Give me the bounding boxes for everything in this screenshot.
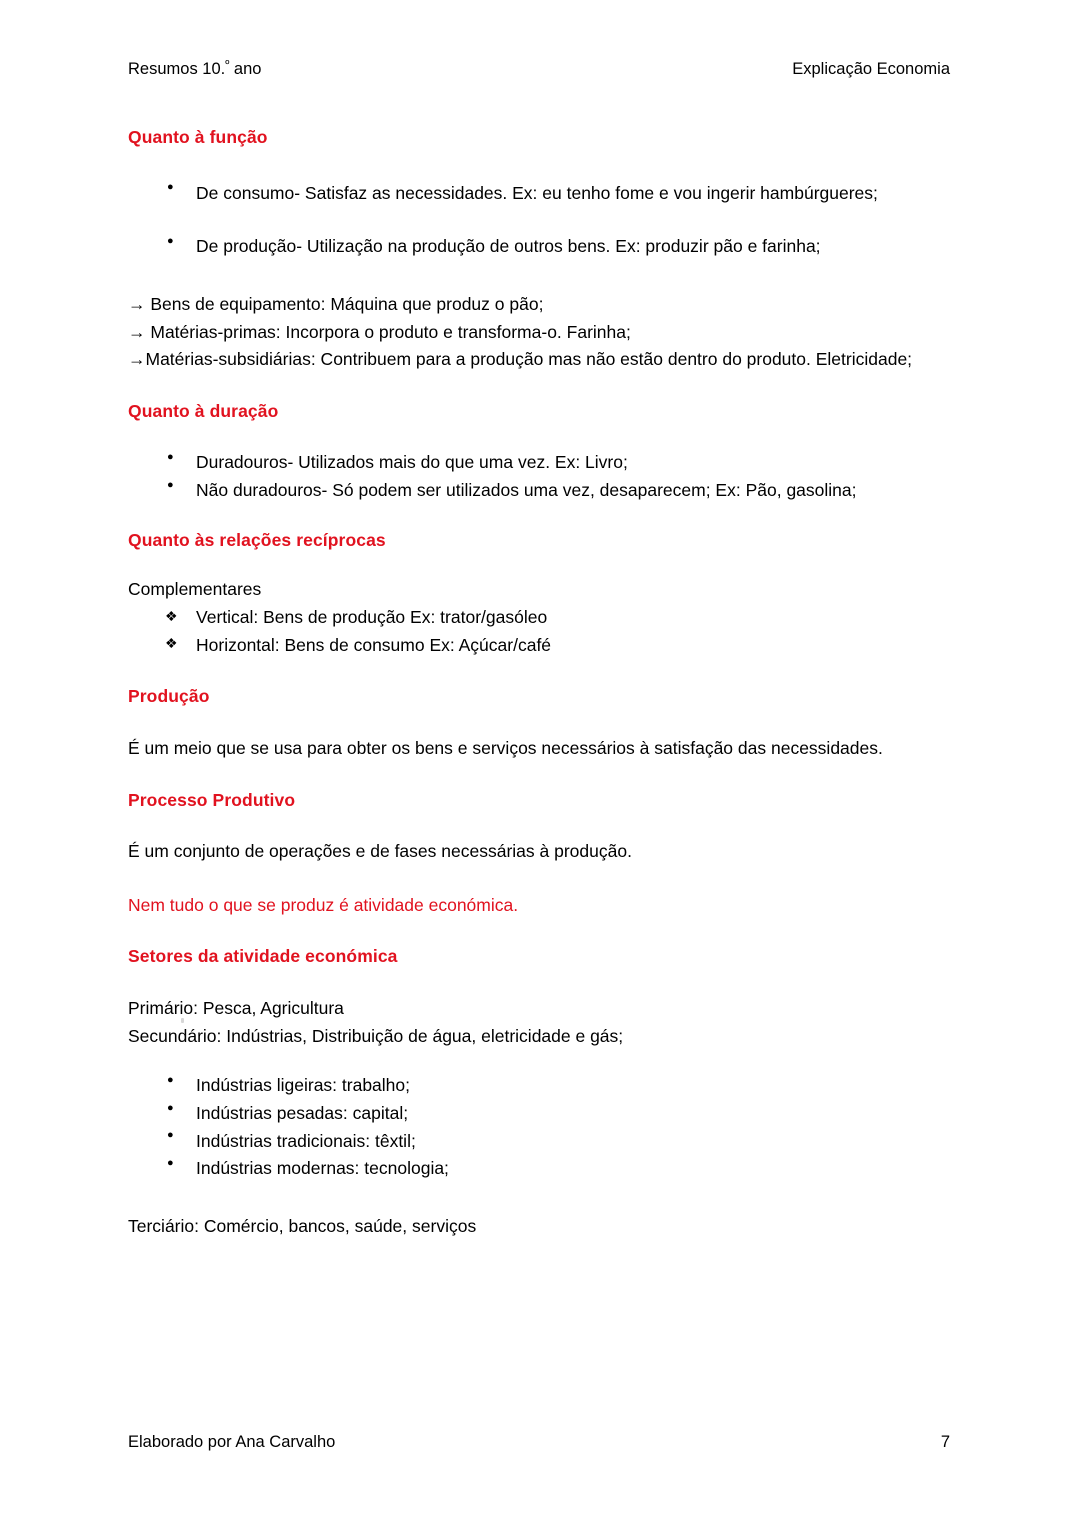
text-complementares: Complementares — [128, 579, 262, 600]
list-quanto-a-funcao — [128, 180, 950, 261]
heading-quanto-a-duracao: Quanto à duração — [128, 400, 279, 421]
list-relacoes-reciprocas — [128, 604, 950, 659]
text-setor-terciario: Terciário: Comércio, bancos, saúde, serviços — [128, 1215, 477, 1236]
text-setor-secundario: Secundário: Indústrias, Distribuição de água, eletricidade e gás; — [128, 1025, 624, 1046]
list-item: ● Indústrias pesadas: capital; — [128, 1100, 950, 1128]
footer-page-number: 7 — [940, 1433, 950, 1452]
document-body — [128, 126, 950, 1241]
header-left-title: Resumos 10.$^º$ ano — [128, 58, 262, 78]
list-item: ● De consumo- Satisfaz as necessidades. Ex: eu tenho fome e vou ingerir hambúrgueres; — [128, 180, 950, 208]
list-tipos-industrias — [128, 1072, 950, 1183]
heading-producao: Produção — [128, 686, 210, 707]
list-item: ● Indústrias ligeiras: trabalho; — [128, 1072, 950, 1100]
list-item: ❖ Horizontal: Bens de consumo Ex: Açúcar/café — [128, 632, 950, 660]
arrow-line-materias-subsidiarias: →Matérias-subsidiárias: Contribuem para a produção mas não estão dentro do produto. Eletricidade; — [128, 349, 913, 370]
page-footer — [128, 1433, 950, 1453]
arrow-line-materias-primas: → Matérias-primas: Incorpora o produto e transforma-o. Farinha; — [128, 321, 631, 342]
list-item: ● Indústrias modernas: tecnologia; — [128, 1155, 950, 1183]
arrow-line-bens-equipamento: → Bens de equipamento: Máquina que produz o pão; — [128, 293, 544, 314]
list-item: ● Indústrias tradicionais: têxtil; — [128, 1128, 950, 1156]
heading-quanto-a-funcao: Quanto à função — [128, 127, 268, 147]
note-nem-tudo-atividade-economica: Nem tudo o que se produz é atividade económica. — [128, 894, 519, 915]
text-setor-primario: Primário: Pesca, Agricultura — [128, 998, 344, 1019]
paragraph-processo-produtivo: É um conjunto de operações e de fases necessárias à produção. — [128, 841, 632, 862]
footer-author: Elaborado por Ana Carvalho — [128, 1433, 336, 1452]
heading-processo-produtivo: Processo Produtivo — [128, 789, 296, 810]
heading-setores-atividade-economica: Setores da atividade económica — [128, 946, 398, 967]
paragraph-producao: É um meio que se usa para obter os bens e serviços necessários à satisfação das necessidades. — [128, 737, 883, 758]
heading-quanto-as-relacoes-reciprocas: Quanto às relações recíprocas — [128, 529, 386, 550]
list-item: ❖ Vertical: Bens de produção Ex: trator/gasóleo — [128, 604, 950, 632]
list-item: ● Não duradouros- Só podem ser utilizados uma vez, desaparecem; Ex: Pão, gasolina; — [128, 477, 950, 505]
header-ordinal-superscript: º — [225, 58, 230, 71]
header-right-title: Explicação Economia — [792, 60, 950, 78]
page-header — [128, 60, 950, 80]
list-quanto-a-duracao — [128, 449, 950, 504]
list-item: ● Duradouros- Utilizados mais do que uma vez. Ex: Livro; — [128, 449, 950, 477]
list-item: ● De produção- Utilização na produção de outros bens. Ex: produzir pão e farinha; — [128, 233, 950, 261]
